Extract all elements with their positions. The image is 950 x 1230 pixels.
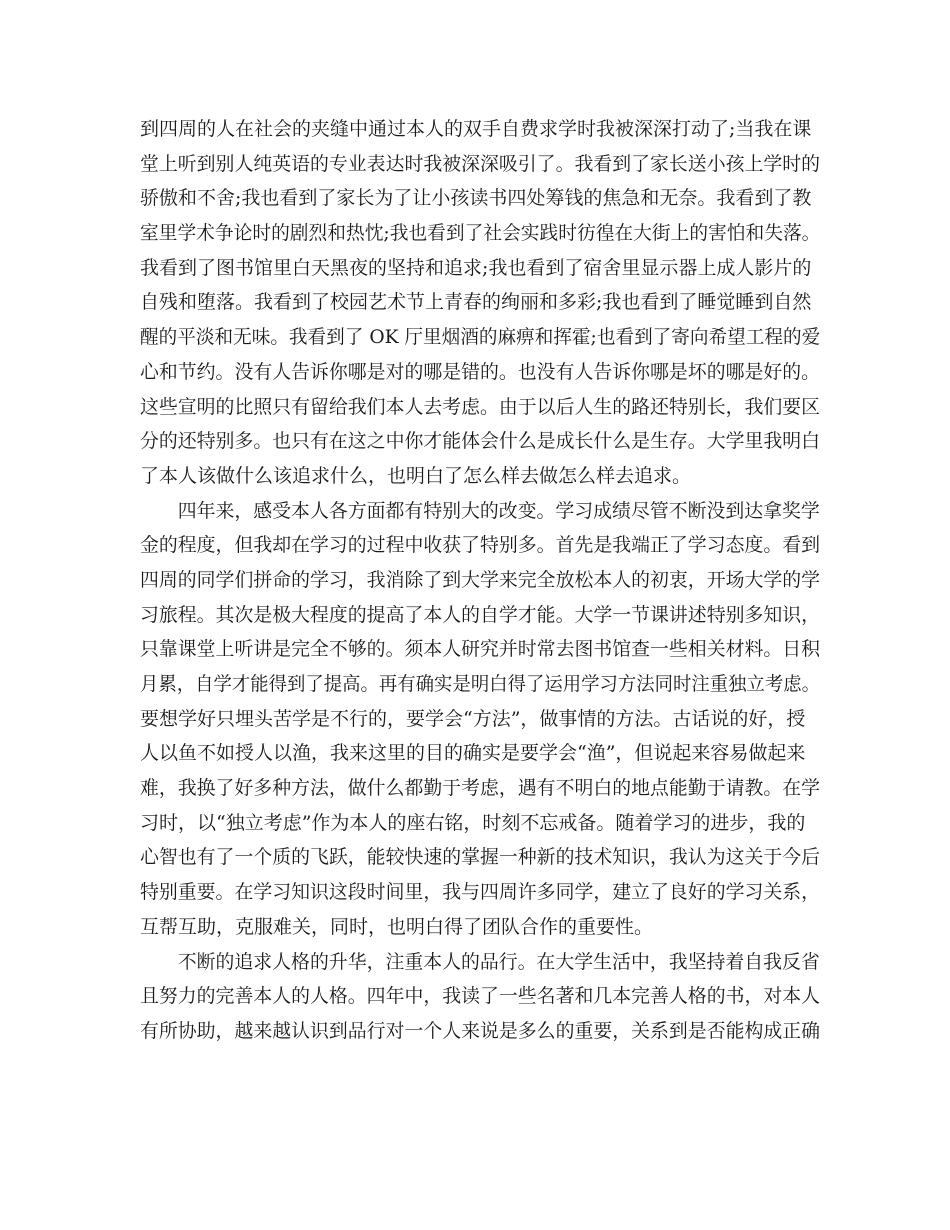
text-line: 四年来，感受本人各方面都有特别大的改变。学习成绩尽管不断没到达拿奖学 — [177, 499, 820, 522]
paragraph — [140, 945, 820, 1049]
text-line: 我看到了图书馆里白天黑夜的坚持和追求;我也看到了宿舍里显示器上成人影片的 — [140, 256, 812, 279]
text-line: 难，我换了好多种方法，做什么都勤于考虑，遇有不明白的地点能勤于请教。在学 — [140, 777, 821, 800]
text-line: 互帮互助，克服难关，同时，也明白得了团队合作的重要性。 — [140, 915, 654, 938]
text-line: 心智也有了一个质的飞跃，能较快速的掌握一种新的技术知识，我认为这关于今后 — [140, 846, 821, 869]
text-line: 骄傲和不舍;我也看到了家长为了让小孩读书四处筹钱的焦急和无奈。我看到了教 — [140, 187, 812, 210]
text-line: 习旅程。其次是极大程度的提高了本人的自学才能。大学一节课讲述特别多知识， — [140, 603, 821, 626]
paragraph — [140, 112, 820, 494]
text-line: 有所协助，越来越认识到品行对一个人来说是多么的重要，关系到是否能构成正确 — [140, 1019, 821, 1042]
text-line: 四周的同学们拼命的学习，我消除了到大学来完全放松本人的初衷，开场大学的学 — [140, 568, 821, 591]
text-line: 到四周的人在社会的夹缝中通过本人的双手自费求学时我被深深打动了;当我在课 — [140, 118, 812, 140]
text-line: 习时，以“独立考虑”作为本人的座右铭，时刻不忘戒备。随着学习的进步，我的 — [140, 811, 806, 834]
text-line: 堂上听到别人纯英语的专业表达时我被深深吸引了。我看到了家长送小孩上学时的 — [140, 152, 821, 175]
text-line: 了本人该做什么该追求什么，也明白了怎么样去做怎么样去追求。 — [140, 464, 692, 487]
text-line: 且努力的完善本人的人格。四年中，我读了一些名著和几本完善人格的书，对本人 — [140, 985, 821, 1008]
text-line: 只靠课堂上听讲是完全不够的。须本人研究并时常去图书馆查一些相关材料。日积 — [140, 638, 821, 661]
document-body — [140, 112, 820, 1049]
text-line: 特别重要。在学习知识这段时间里，我与四周许多同学，建立了良好的学习关系， — [140, 881, 821, 904]
text-line: 心和节约。没有人告诉你哪是对的哪是错的。也没有人告诉你哪是坏的哪是好的。 — [140, 360, 821, 383]
text-line: 这些宣明的比照只有留给我们本人去考虑。由于以后人生的路还特别长，我们要区 — [140, 395, 821, 418]
text-line: 月累，自学才能得到了提高。再有确实是明白得了运用学习方法同时注重独立考虑。 — [140, 673, 821, 695]
text-line: 自残和堕落。我看到了校园艺术节上青春的绚丽和多彩;我也看到了睡觉睡到自然 — [140, 291, 812, 314]
text-line: 人以鱼不如授人以渔，我来这里的目的确实是要学会“渔”，但说起来容易做起来 — [140, 742, 806, 765]
paragraph — [140, 494, 820, 945]
text-line: 室里学术争论时的剧烈和热忱;我也看到了社会实践时彷徨在大街上的害怕和失落。 — [140, 222, 821, 245]
text-line: 要想学好只埋头苦学是不行的，要学会“方法”，做事情的方法。古话说的好，授 — [140, 707, 806, 730]
text-line: 分的还特别多。也只有在这之中你才能体会什么是成长什么是生存。大学里我明白 — [140, 430, 821, 453]
text-line: 金的程度，但我却在学习的过程中收获了特别多。首先是我端正了学习态度。看到 — [140, 534, 821, 557]
text-line: 醒的平淡和无味。我看到了 OK 厅里烟酒的麻痹和挥霍;也看到了寄向希望工程的爱 — [140, 326, 821, 349]
text-line: 不断的追求人格的升华，注重本人的品行。在大学生活中，我坚持着自我反省 — [177, 950, 820, 973]
